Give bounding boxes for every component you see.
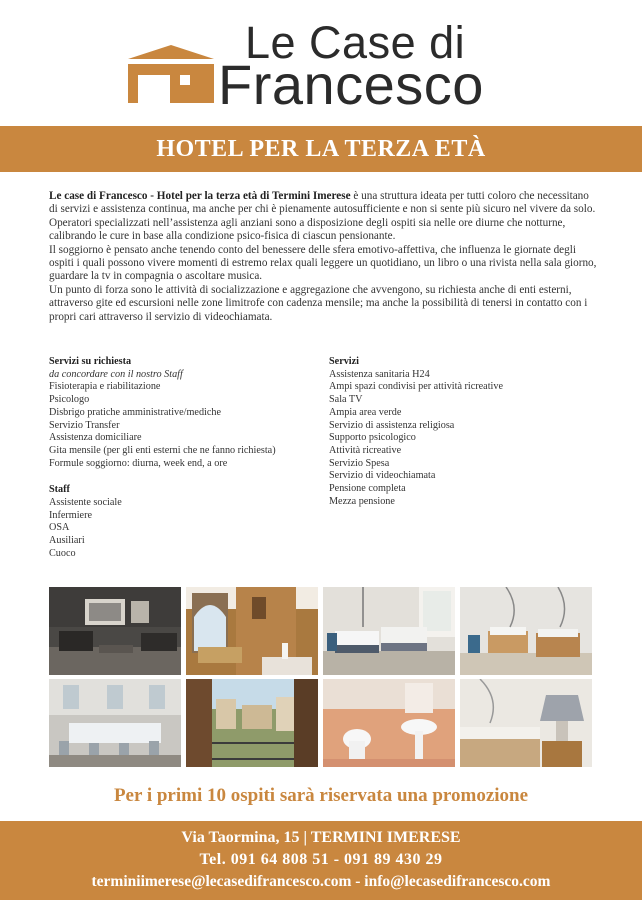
list-item: Infermiere bbox=[49, 509, 92, 521]
list-item: Mezza pensione bbox=[329, 495, 395, 507]
living-room-photo bbox=[186, 587, 318, 675]
page-title-banner: HOTEL PER LA TERZA ETÀ bbox=[0, 126, 642, 172]
list-item: Attività ricreative bbox=[329, 444, 402, 456]
email-addresses[interactable]: terminiimerese@lecasedifrancesco.com - info@lecasedifrancesco.com bbox=[91, 873, 551, 890]
dining-room-photo bbox=[49, 679, 181, 767]
list-item: Assistente sociale bbox=[49, 497, 122, 509]
brand-name-line2: Francesco bbox=[218, 53, 484, 116]
list-item: Disbrigo pratiche amministrative/mediche bbox=[49, 406, 222, 418]
right-column bbox=[329, 356, 597, 508]
staff-block bbox=[49, 484, 309, 560]
intro-paragraph-2: Operatori specializzati nell’assistenza agli anziani sono a disposizione degli ospiti sia nelle ore diurne che notturne, calibrando le cure in base alla condizione psico-fisica di ciascun pensionante. bbox=[49, 216, 566, 243]
promotion-text: Per i primi 10 ospiti sarà riservata una promozione bbox=[113, 785, 529, 806]
list-item: Formule soggiorno: diurna, week end, a ore bbox=[49, 457, 228, 469]
double-bedroom-photo bbox=[460, 587, 592, 675]
intro-paragraph-1 bbox=[49, 190, 597, 217]
intro-text bbox=[49, 190, 597, 324]
intro-paragraph-4: Un punto di forza sono le attività di socializzazione e aggregazione che avvengono, su richiesta anche di enti esterni, attraverso gite ed escursioni nelle zone limitrofe con cadenza mensile; ma anche la possibilità di tenersi in contatto con i propri cari attraverso il servizio di videochiamata. bbox=[49, 283, 588, 323]
list-item: Pensione completa bbox=[329, 483, 406, 495]
list-item: Assistenza domiciliare bbox=[49, 432, 142, 444]
list-item: Servizio Spesa bbox=[329, 457, 390, 469]
list-item: Cuoco bbox=[49, 547, 76, 559]
intro-lead-bold: Le case di Francesco - Hotel per la terza età di Termini Imerese bbox=[49, 190, 351, 202]
photo-gallery bbox=[49, 587, 595, 767]
services-on-request-title: Servizi su richiesta bbox=[49, 356, 132, 367]
brand-name-line1: Le Case di bbox=[245, 17, 466, 68]
list-item: Assistenza sanitaria H24 bbox=[329, 368, 430, 380]
brand-header bbox=[0, 0, 642, 122]
intro-paragraph-3: Il soggiorno è pensato anche tenendo conto del benessere delle sfera emotivo-affettiva, che influenza le giornate degli ospiti i quali possono vivere momenti di estremo relax quali leggere un quotidiano, un libro o una rivista nella sala giorno, guardare la tv in compagnia o ascoltare musica. bbox=[49, 243, 597, 283]
bathroom-photo bbox=[323, 679, 455, 767]
left-column bbox=[49, 356, 309, 561]
services-on-request-note: da concordare con il nostro Staff bbox=[49, 368, 183, 380]
services-title: Servizi bbox=[329, 356, 359, 367]
list-item: Psicologo bbox=[49, 394, 90, 406]
balcony-view-photo bbox=[186, 679, 318, 767]
list-item: Ampi spazi condivisi per attività ricreative bbox=[329, 381, 503, 393]
list-item: Sala TV bbox=[329, 394, 363, 406]
list-item: Ampia area verde bbox=[329, 406, 402, 418]
list-item: Servizio di videochiamata bbox=[329, 470, 436, 482]
list-item: Fisioterapia e riabilitazione bbox=[49, 381, 161, 393]
bedside-lamp-photo bbox=[460, 679, 592, 767]
lounge-photo bbox=[49, 587, 181, 675]
address: Via Taormina, 15 | TERMINI IMERESE bbox=[181, 829, 461, 846]
list-item: Supporto psicologico bbox=[329, 432, 416, 444]
phone-numbers: Tel. 091 64 808 51 - 091 89 430 29 bbox=[199, 851, 443, 868]
services-list bbox=[329, 369, 597, 509]
contact-footer bbox=[0, 821, 642, 900]
staff-title: Staff bbox=[49, 484, 70, 496]
list-item: OSA bbox=[49, 522, 70, 534]
house-roof-icon bbox=[128, 45, 214, 103]
list-item: Ausiliari bbox=[49, 535, 85, 547]
services-on-request-list bbox=[49, 381, 309, 470]
list-item: Servizio Transfer bbox=[49, 419, 120, 431]
intro-lead-rest: è una struttura ideata per tutti coloro che necessitano di servizi e assistenza continua, ma anche per chi è pienamente autosufficiente e non si sente più sicuro nel vivere da solo. bbox=[49, 190, 596, 216]
list-item: Gita mensile (per gli enti esterni che ne fanno richiesta) bbox=[49, 444, 276, 456]
list-item: Servizio di assistenza religiosa bbox=[329, 419, 455, 431]
bedroom-photo bbox=[323, 587, 455, 675]
staff-list bbox=[49, 497, 309, 561]
